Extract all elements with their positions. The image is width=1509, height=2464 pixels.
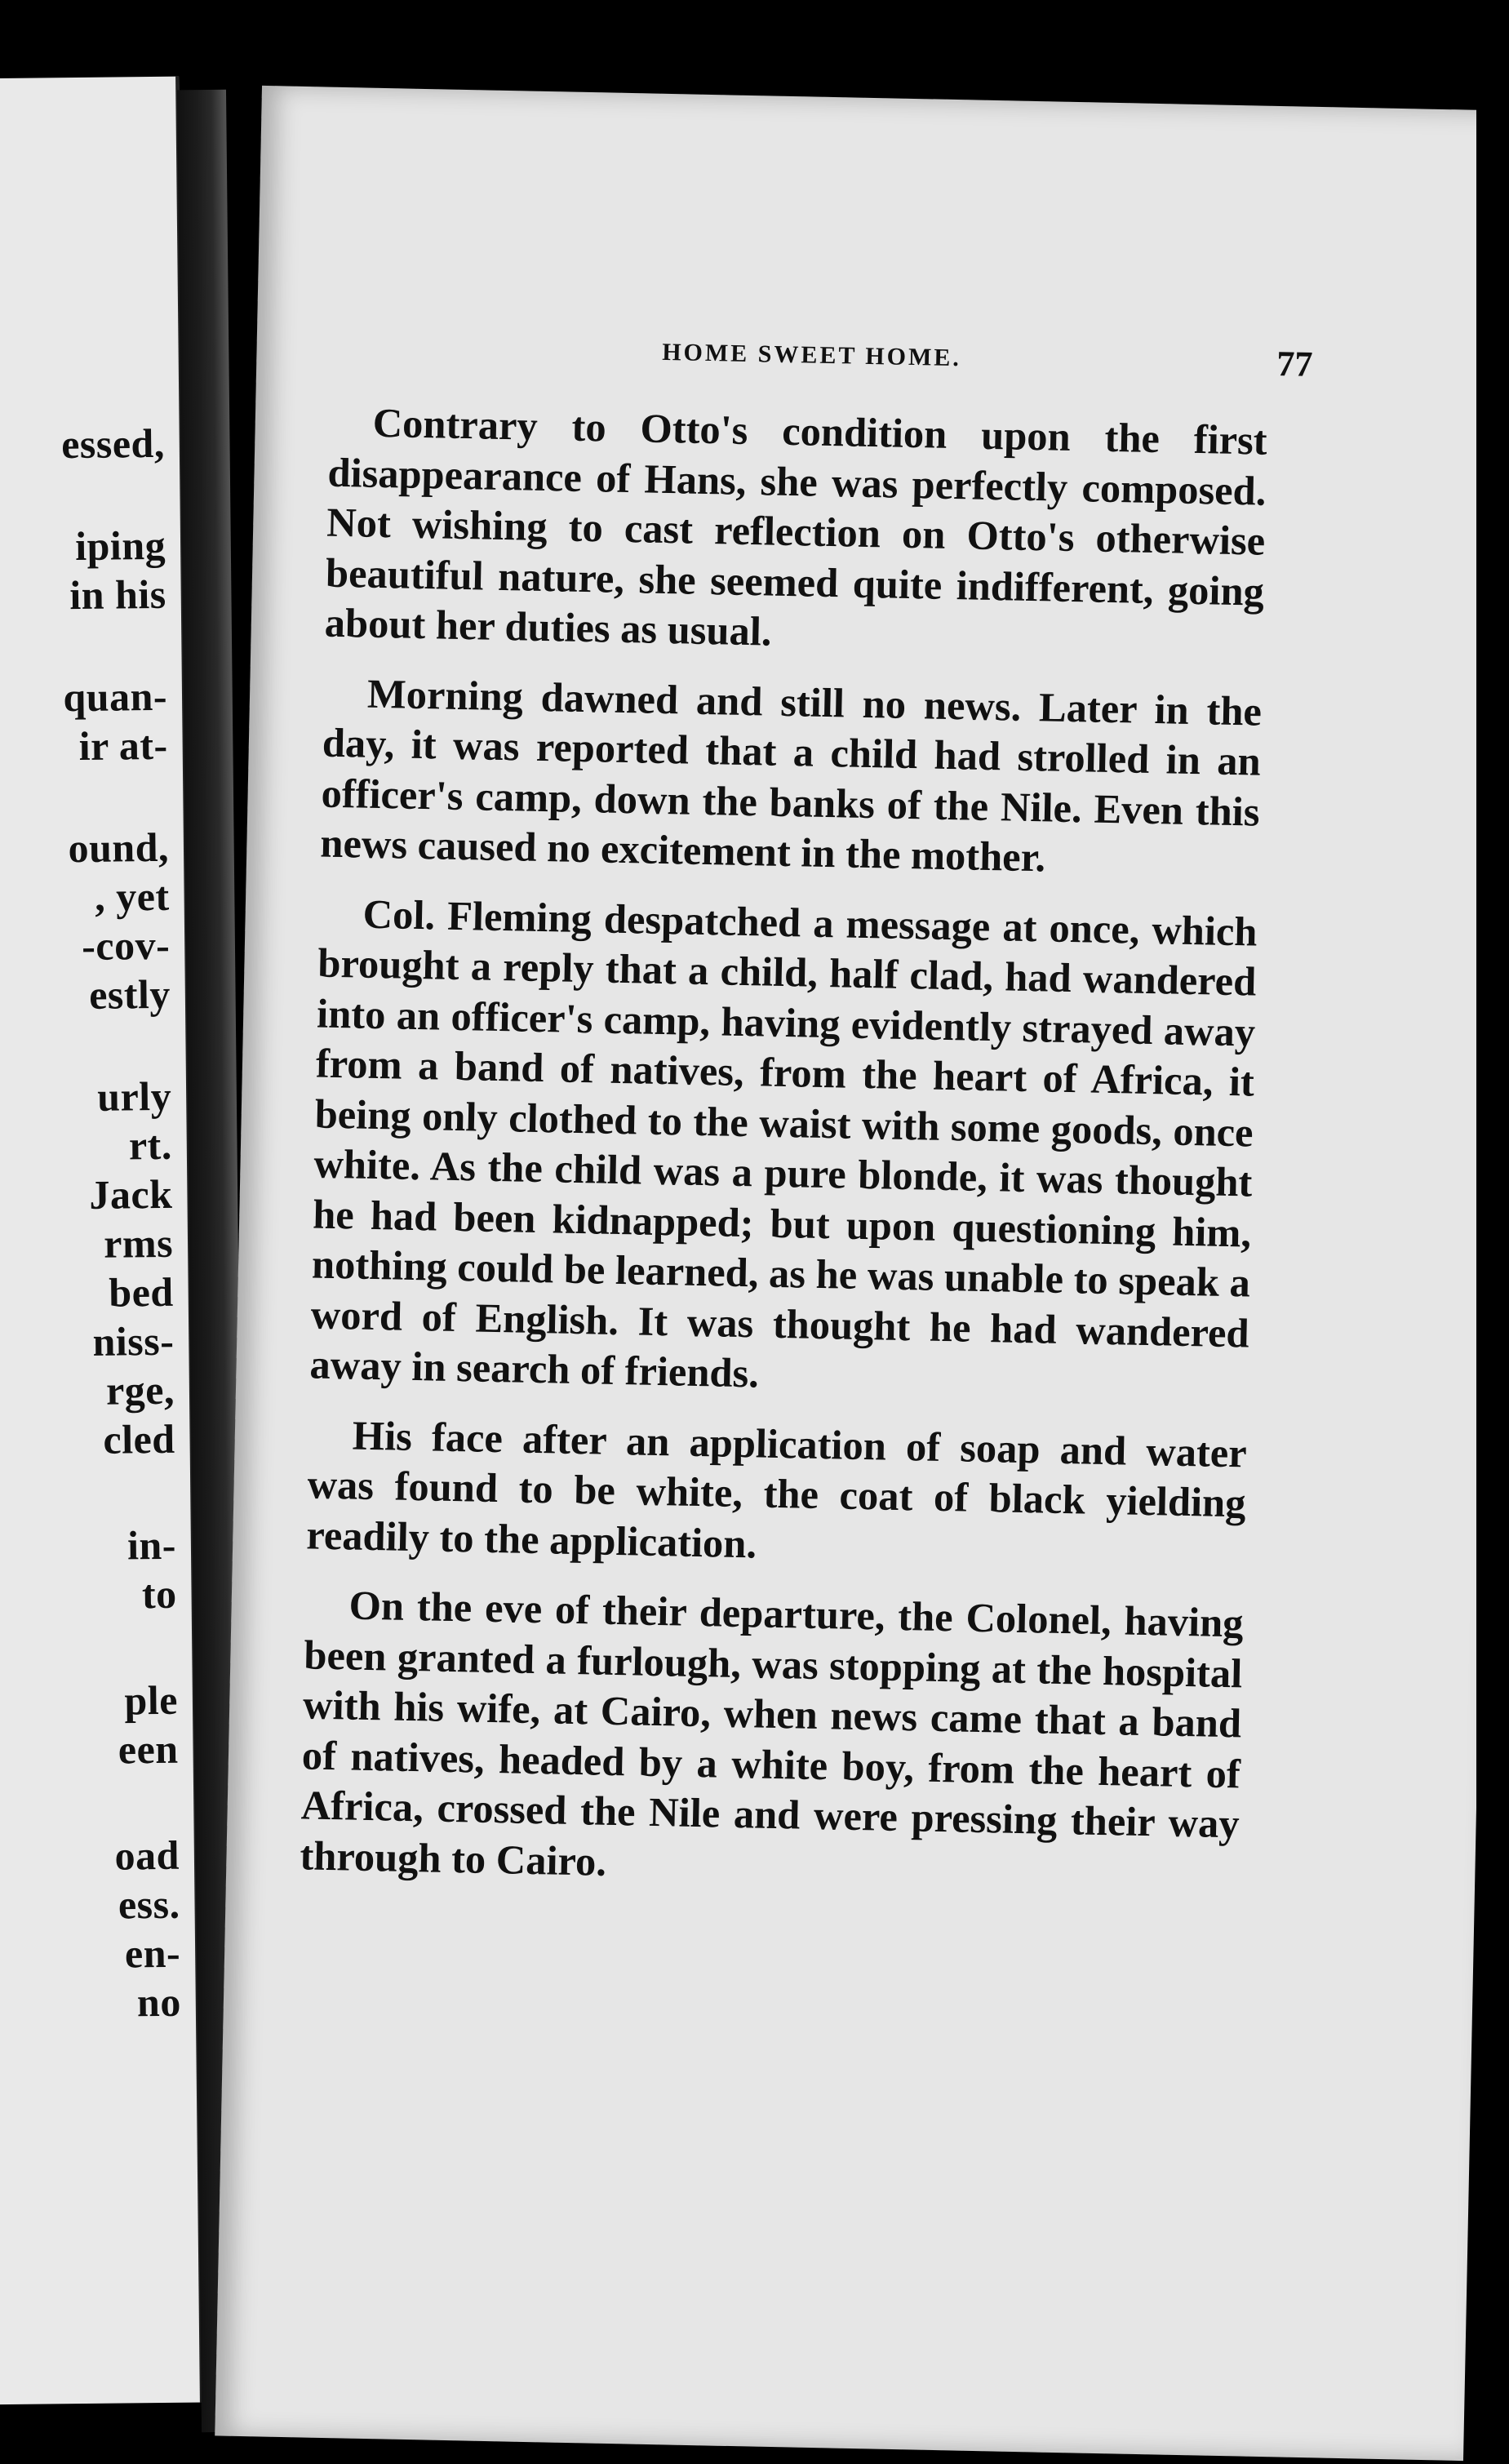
previous-page-fragment: oad	[114, 1831, 180, 1879]
page-number: 77	[1276, 343, 1313, 384]
previous-page-fragment: rms	[103, 1219, 174, 1267]
previous-page-fragment: no	[136, 1978, 182, 2026]
running-head: HOME SWEET HOME.	[661, 338, 962, 372]
scan-border	[1476, 0, 1509, 2464]
previous-page-fragment: iping	[74, 522, 166, 570]
previous-page-fragment: rt.	[128, 1121, 173, 1169]
previous-page-fragment: ple	[124, 1676, 179, 1724]
paragraph: Contrary to Otto's condition upon the first disappearance of Hans, she was perfectly composed. Not wishing to cast reflection on Otto's otherwise beautiful nature, she seemed quite indifferent, going about her duties as usual.	[324, 399, 1268, 655]
previous-page-fragment: in his	[69, 570, 167, 619]
previous-page-fragment: essed,	[60, 420, 166, 468]
previous-page-fragment: quan-	[63, 673, 168, 721]
previous-page-fragment: niss-	[92, 1317, 175, 1365]
previous-page-fragment: ir at-	[78, 721, 168, 769]
previous-page-fragment: in-	[126, 1521, 177, 1569]
previous-page-fragment: ound,	[68, 824, 170, 872]
previous-page-fragment: estly	[88, 970, 171, 1018]
paragraph: Morning dawned and still no news. Later in the day, it was reported that a child had strolled in an officer's camp, down the banks of the Nile. Even this news caused no excitement in the mother.	[319, 670, 1263, 881]
previous-page-fragment: rge,	[105, 1366, 175, 1414]
previous-page-fragment: -cov-	[81, 921, 171, 969]
paragraph: His face after an application of soap and water was found to be white, the coat of black yielding readily to the application.	[305, 1411, 1248, 1566]
previous-page-fragment: en-	[124, 1929, 181, 1977]
previous-page-fragment: een	[118, 1725, 179, 1773]
paragraph: On the eve of their departure, the Colonel, having been granted a furlough, was stopping at the hospital with his wife, at Cairo, when news came that a band of natives, headed by a white boy, from the heart of Africa, crossed the Nile and were pressing their way through to Cairo.	[299, 1582, 1245, 1885]
body-text	[299, 397, 1267, 1920]
previous-page-fragment: , yet	[94, 872, 170, 920]
previous-page-fragment: cled	[103, 1415, 175, 1463]
previous-page-fragment: Jack	[89, 1170, 173, 1218]
previous-page-fragment: to	[141, 1570, 177, 1618]
previous-page-fragment: bed	[109, 1268, 174, 1316]
previous-page-fragment: urly	[96, 1072, 172, 1120]
page-content	[299, 87, 1462, 1885]
book-page	[215, 86, 1509, 2461]
previous-page-fragment: ess.	[118, 1880, 180, 1928]
previous-page-edge	[0, 77, 203, 2405]
paragraph: Col. Fleming despatched a message at once, which brought a reply that a child, half clad, had wandered into an officer's camp, having evidently strayed away from a band of natives, from the heart of Africa, it being only clothed to the waist with some goods, once white. As the child was a pure blonde, it was thought he had been kidnapped; but upon questioning him, nothing could be learned, as he was unable to speak a word of English. It was thought he had wandered away in search of friends.	[309, 890, 1258, 1396]
